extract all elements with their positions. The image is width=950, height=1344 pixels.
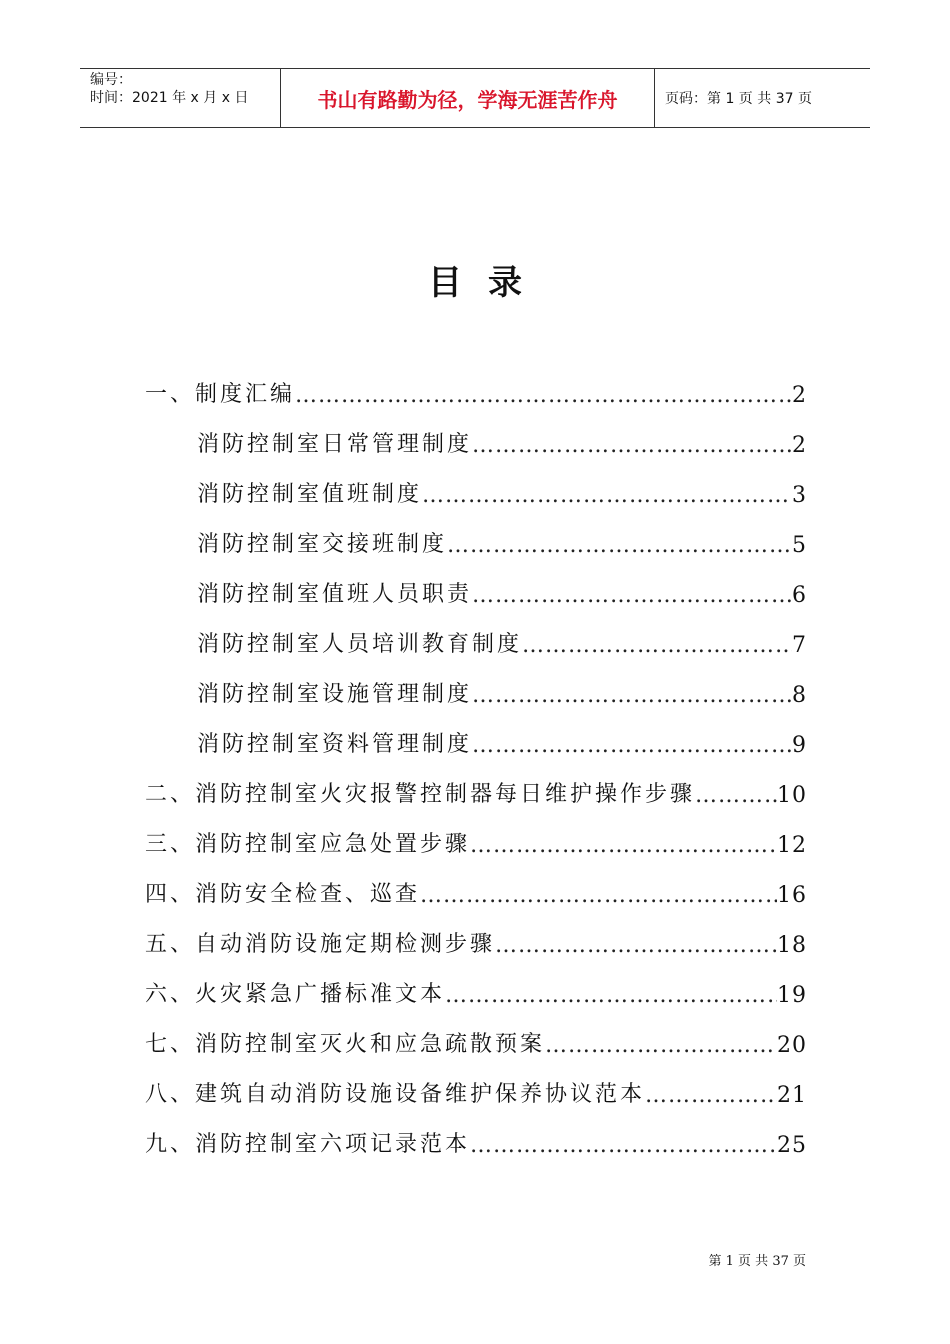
header-motto: 书山有路勤为径，学海无涯苦作舟 [281, 69, 655, 127]
toc-entry[interactable] [145, 758, 807, 808]
toc-entry-title: 消防控制室设施管理制度 [197, 682, 473, 707]
toc-entry[interactable] [145, 1058, 807, 1108]
toc-entry-page: 18 [777, 933, 807, 958]
header-meta [80, 69, 281, 127]
toc-leader-dots [645, 1083, 777, 1108]
number-label: 编号： [90, 72, 132, 88]
toc-leader-dots [295, 383, 792, 408]
toc-leader-dots [470, 833, 777, 858]
toc-entry-title: 五、自动消防设施定期检测步骤 [145, 932, 496, 957]
toc-entry-title: 九、消防控制室六项记录范本 [145, 1132, 471, 1157]
toc-entry[interactable] [145, 658, 807, 708]
toc-entry[interactable] [145, 408, 807, 458]
toc-entry-page: 20 [777, 1033, 807, 1058]
toc-entry-title: 六、火灾紧急广播标准文本 [145, 982, 446, 1007]
toc-entry-page: 25 [777, 1133, 807, 1158]
toc-entry[interactable] [145, 908, 807, 958]
toc-entry-page: 3 [792, 483, 807, 508]
time-label: 时间：2021 年 x 月 x 日 [90, 90, 249, 106]
toc-leader-dots [447, 533, 792, 558]
toc-leader-dots [422, 483, 792, 508]
toc-leader-dots [695, 783, 777, 808]
toc-entry-title: 消防控制室人员培训教育制度 [197, 632, 523, 657]
document-header [80, 68, 870, 128]
toc-entry[interactable] [145, 958, 807, 1008]
toc-leader-dots [445, 983, 777, 1008]
toc-entry-title: 三、消防控制室应急处置步骤 [145, 832, 471, 857]
page-footer: 第 1 页 共 37 页 [708, 1254, 806, 1269]
toc-leader-dots [522, 633, 792, 658]
toc-entry-title: 消防控制室值班人员职责 [197, 582, 473, 607]
toc-entry[interactable] [145, 1008, 807, 1058]
toc-entry-page: 21 [777, 1083, 807, 1108]
toc-leader-dots [420, 883, 777, 908]
toc-entry[interactable] [145, 858, 807, 908]
toc-leader-dots [472, 683, 792, 708]
toc-entry-page: 2 [792, 433, 807, 458]
toc-entry[interactable] [145, 1108, 807, 1158]
toc-entry[interactable] [145, 458, 807, 508]
toc-entry-page: 8 [792, 683, 807, 708]
toc-entry-page: 2 [792, 383, 807, 408]
toc-entry-page: 7 [792, 633, 807, 658]
toc-entry-title: 八、建筑自动消防设施设备维护保养协议范本 [145, 1082, 646, 1107]
toc-entry[interactable] [145, 358, 807, 408]
toc-leader-dots [545, 1033, 777, 1058]
toc-entry-page: 10 [777, 783, 807, 808]
toc-entry-title: 消防控制室日常管理制度 [197, 432, 473, 457]
toc-entry[interactable] [145, 508, 807, 558]
toc-leader-dots [472, 583, 792, 608]
toc-entry-page: 16 [777, 883, 807, 908]
toc-entry[interactable] [145, 708, 807, 758]
toc-entry-page: 6 [792, 583, 807, 608]
toc-entry-title: 四、消防安全检查、巡查 [145, 882, 421, 907]
toc-entry-title: 二、消防控制室火灾报警控制器每日维护操作步骤 [145, 782, 696, 807]
toc-entry-page: 9 [792, 733, 807, 758]
toc-entry-page: 5 [792, 533, 807, 558]
toc-entry-title: 消防控制室资料管理制度 [197, 732, 473, 757]
toc-entry[interactable] [145, 608, 807, 658]
toc-leader-dots [470, 1133, 777, 1158]
toc-entry-title: 消防控制室交接班制度 [197, 532, 448, 557]
toc-entry-page: 12 [777, 833, 807, 858]
toc-leader-dots [495, 933, 777, 958]
toc-leader-dots [472, 433, 792, 458]
header-page-info: 页码：第 1 页 共 37 页 [665, 91, 812, 107]
toc-entry[interactable] [145, 808, 807, 858]
toc-entry[interactable] [145, 558, 807, 608]
toc-entry-page: 19 [777, 983, 807, 1008]
toc-leader-dots [472, 733, 792, 758]
toc-entry-title: 七、消防控制室灭火和应急疏散预案 [145, 1032, 546, 1057]
toc-entry-title: 一、制度汇编 [145, 382, 296, 407]
table-of-contents [145, 358, 807, 1158]
page-title: 目录 [428, 263, 548, 303]
toc-entry-title: 消防控制室值班制度 [197, 482, 423, 507]
